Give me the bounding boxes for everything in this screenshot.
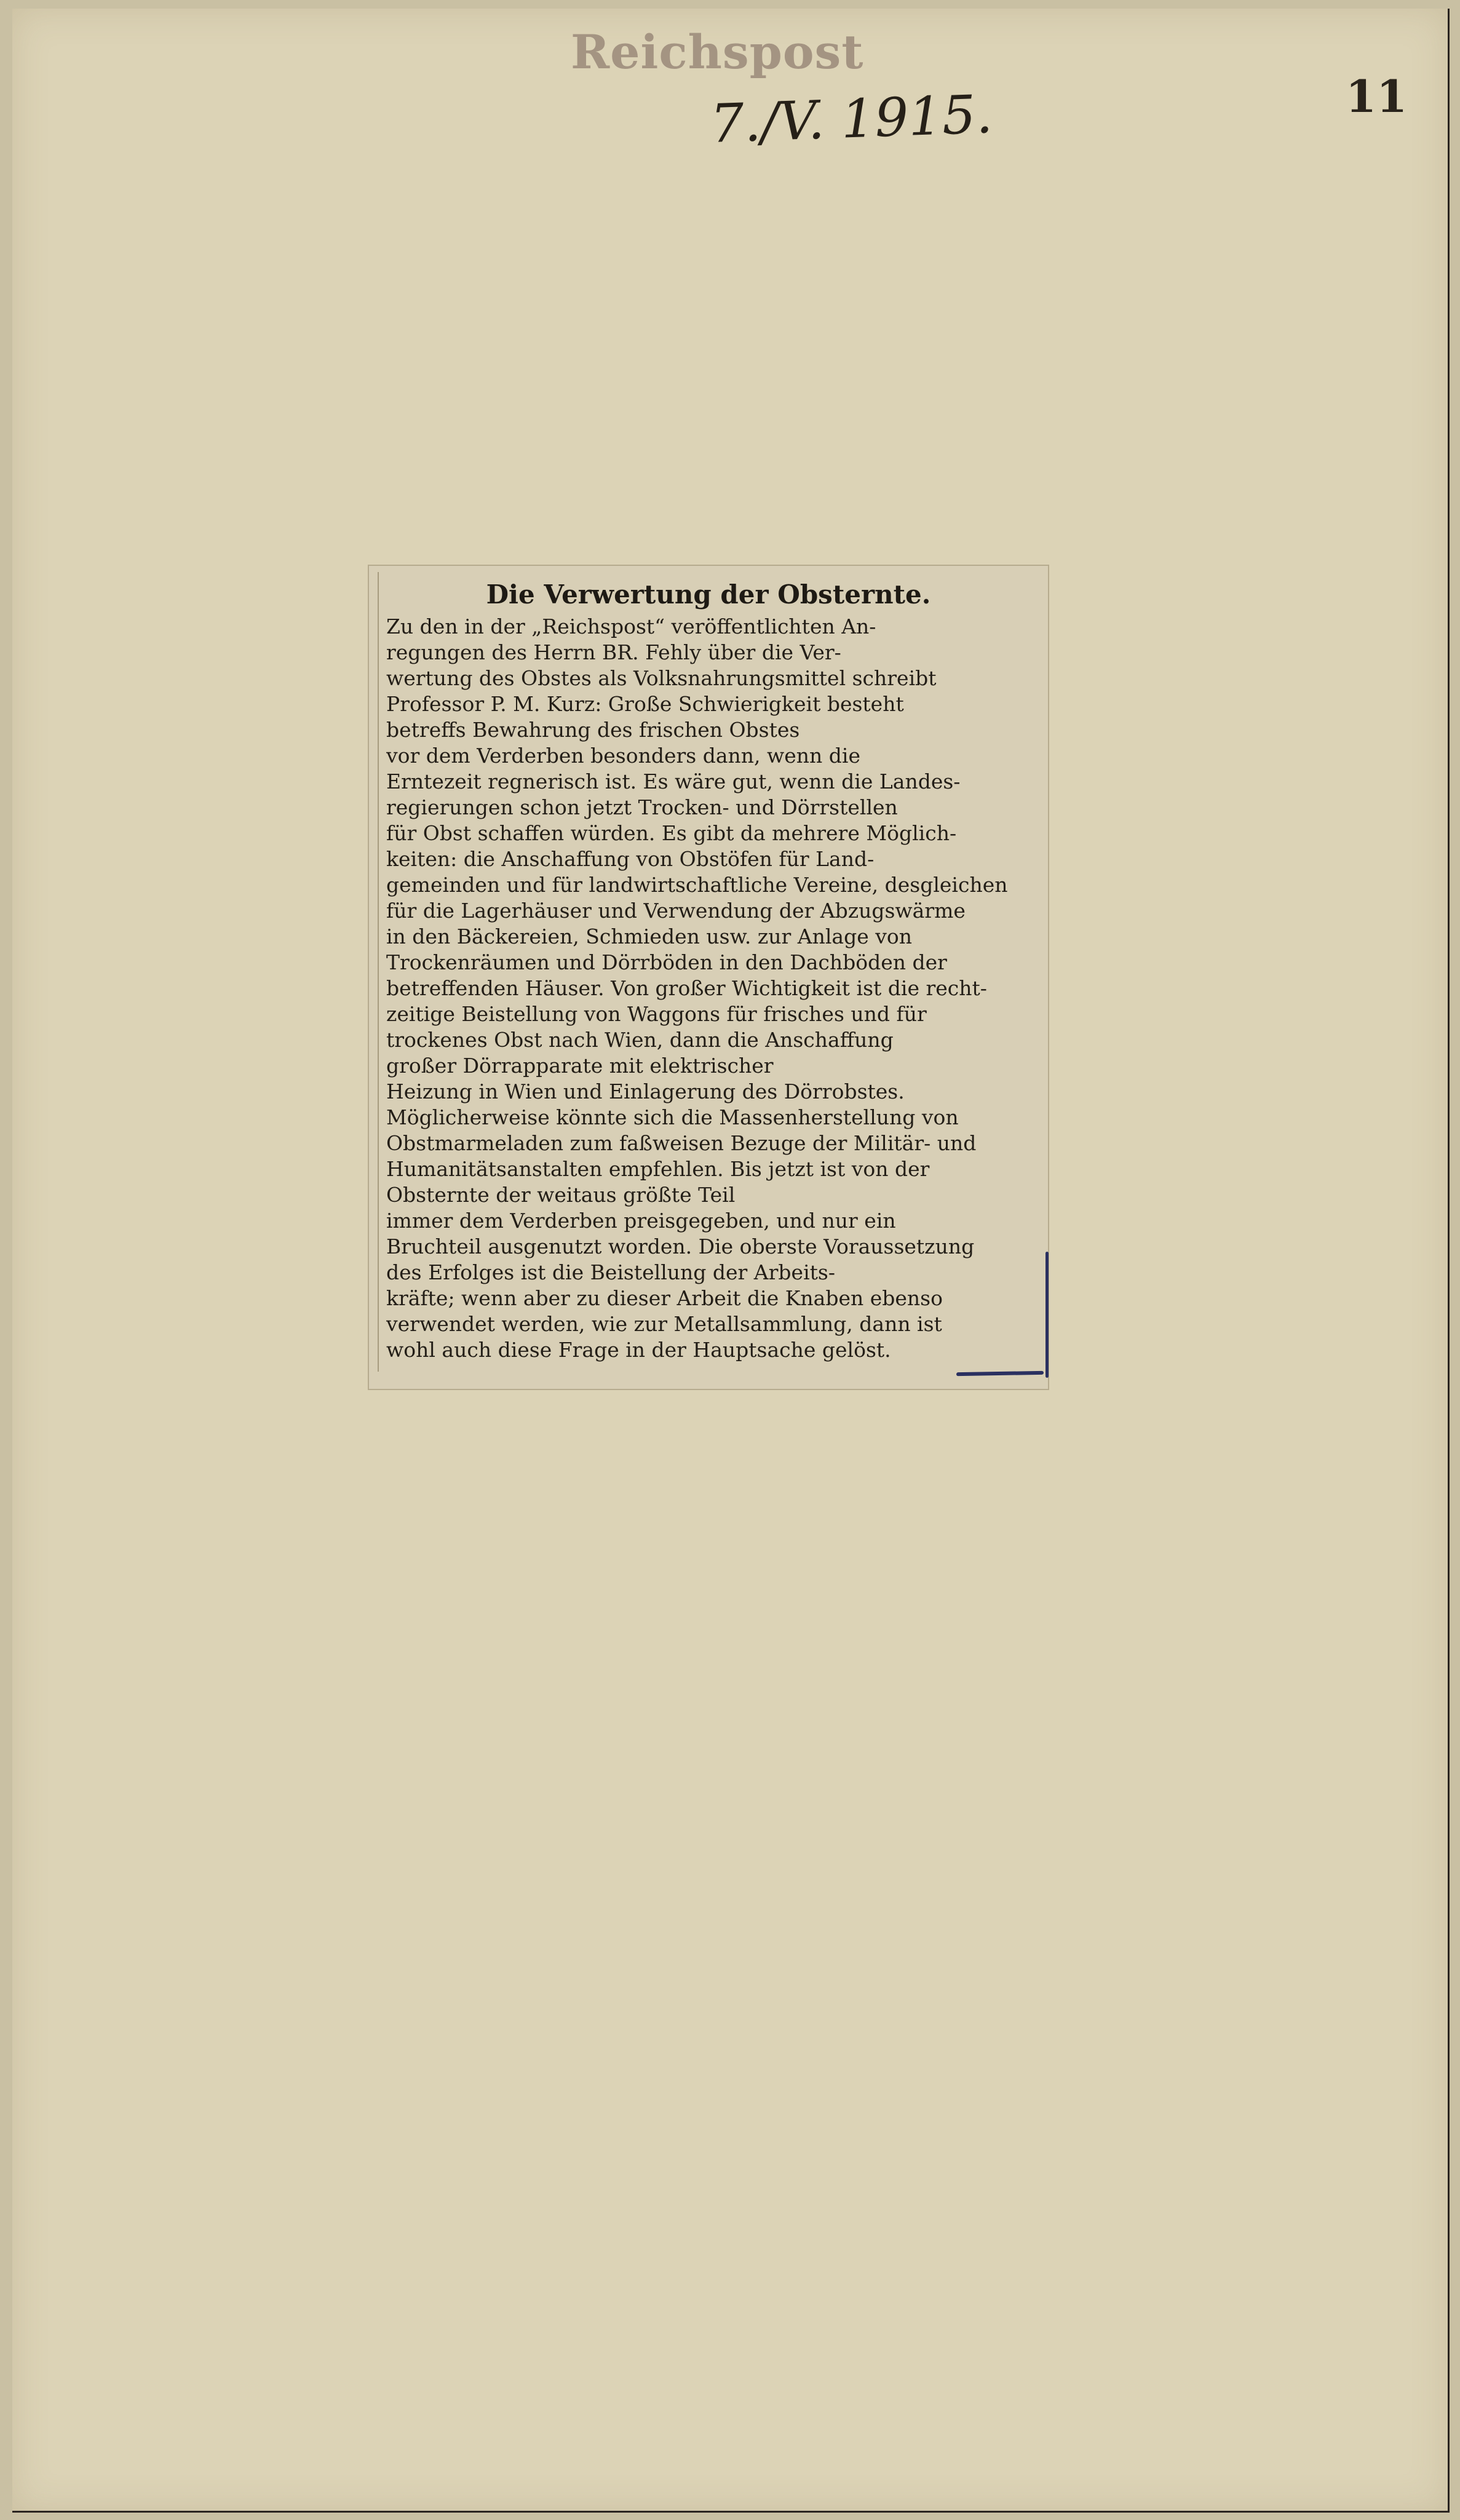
article-line: für die Lagerhäuser und Verwendung der Abzugswärme bbox=[386, 899, 966, 923]
newspaper-stamp: Reichspost bbox=[571, 25, 864, 79]
article-line: regierungen schon jetzt Trocken- und Dörrstellen bbox=[386, 795, 898, 819]
article-line: zeitige Beistellung von Waggons für frisches und für bbox=[386, 1002, 927, 1026]
article-line: in den Bäckereien, Schmieden usw. zur Anlage von bbox=[386, 924, 912, 948]
clipping-edge-line bbox=[378, 572, 379, 1372]
article-line: des Erfolges ist die Beistellung der Arbeits- bbox=[386, 1260, 835, 1284]
article-line: Zu den in der „Reichspost“ veröffentlichten An- bbox=[386, 614, 876, 638]
handwritten-date: 7./V. 1915. bbox=[709, 84, 994, 155]
article-title: Die Verwertung der Obsternte. bbox=[486, 579, 931, 610]
article-line: wertung des Obstes als Volksnahrungsmittel schreibt bbox=[386, 666, 937, 690]
article-line: keiten: die Anschaffung von Obstöfen für Land- bbox=[386, 847, 875, 871]
article-line: vor dem Verderben besonders dann, wenn die bbox=[386, 744, 860, 768]
article-line: verwendet werden, wie zur Metallsammlung, dann ist bbox=[386, 1312, 942, 1336]
article-line: kräfte; wenn aber zu dieser Arbeit die Knaben ebenso bbox=[386, 1286, 943, 1310]
article-line: betreffenden Häuser. Von großer Wichtigkeit ist die recht- bbox=[386, 976, 987, 1000]
article-line: Obsternte der weitaus größte Teil bbox=[386, 1183, 736, 1207]
article-line: Humanitätsanstalten empfehlen. Bis jetzt ist von der bbox=[386, 1157, 930, 1181]
article-line: Trockenräumen und Dörrböden in den Dachböden der bbox=[386, 950, 947, 974]
article-body bbox=[386, 614, 1031, 1363]
article-line: regungen des Herrn BR. Fehly über die Ver- bbox=[386, 640, 841, 664]
article-line: Bruchteil ausgenutzt worden. Die oberste Voraussetzung bbox=[386, 1234, 975, 1258]
article-line: wohl auch diese Frage in der Hauptsache gelöst. bbox=[386, 1338, 891, 1362]
newspaper-clipping bbox=[368, 565, 1049, 1390]
article-line: Möglicherweise könnte sich die Massenherstellung von bbox=[386, 1105, 959, 1129]
article-line: immer dem Verderben preisgegeben, und nur ein bbox=[386, 1209, 896, 1233]
article-line: Obstmarmeladen zum faßweisen Bezuge der Militär- und bbox=[386, 1131, 977, 1155]
article-line: betreffs Bewahrung des frischen Obstes bbox=[386, 718, 800, 742]
article-line: Erntezeit regnerisch ist. Es wäre gut, wenn die Landes- bbox=[386, 769, 961, 793]
article-line: gemeinden und für landwirtschaftliche Vereine, desgleichen bbox=[386, 873, 1008, 897]
article-line: Heizung in Wien und Einlagerung des Dörrobstes. bbox=[386, 1079, 905, 1103]
article-line: großer Dörrapparate mit elektrischer bbox=[386, 1054, 774, 1078]
ink-margin-mark bbox=[1045, 1252, 1049, 1378]
page-number: 11 bbox=[1346, 70, 1408, 122]
article-line: für Obst schaffen würden. Es gibt da mehrere Möglich- bbox=[386, 821, 957, 845]
article-line: Professor P. M. Kurz: Große Schwierigkeit besteht bbox=[386, 692, 904, 716]
article-line: trockenes Obst nach Wien, dann die Anschaffung bbox=[386, 1028, 894, 1052]
